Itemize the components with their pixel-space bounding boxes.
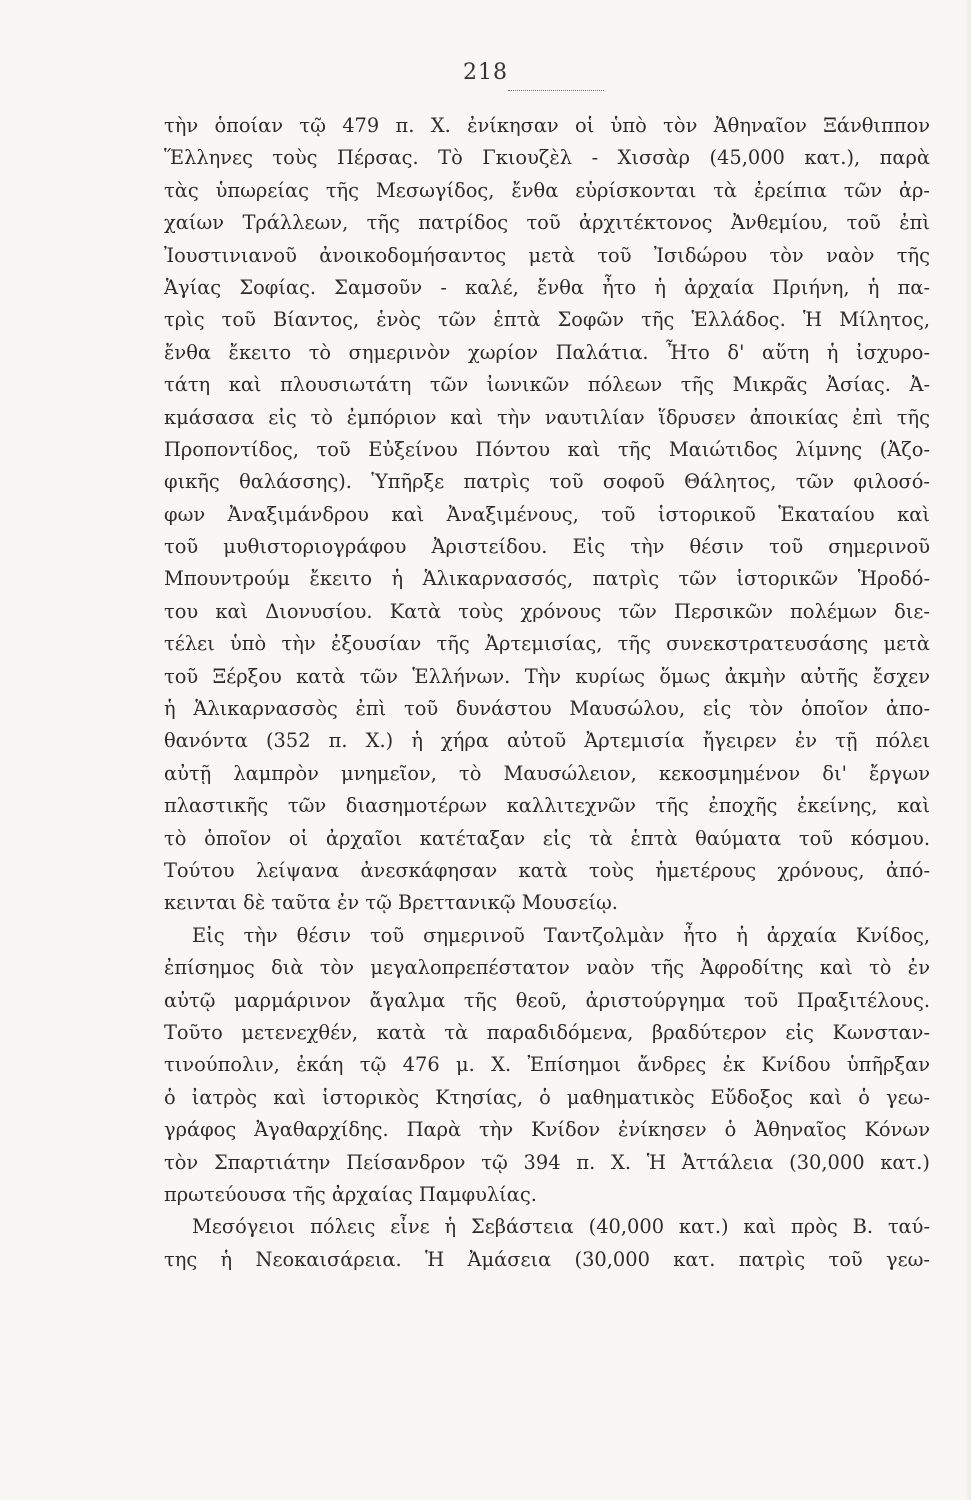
text-line: τινούπολιν, ἐκάη τῷ 476 μ. Χ. Ἐπίσημοι ἄνδρες ἐκ Κνίδου ὑπῆρξαν [164,1053,930,1077]
text-line: κμάσασα εἰς τὸ ἐμπόριον καὶ τὴν ναυτιλίαν ἵδρυσεν ἀποικίας ἐπὶ τῆς [164,405,930,429]
text-line: τοῦ μυθιστοριογράφου Ἀριστείδου. Εἰς τὴν θέσιν τοῦ σημερινοῦ [164,535,930,559]
text-line: τὸ ὁποῖον οἱ ἀρχαῖοι κατέταξαν εἰς τὰ ἑπτὰ θαύματα τοῦ κόσμου. [164,826,930,850]
text-line: τάτη καὶ πλουσιωτάτη τῶν ἰωνικῶν πόλεων τῆς Μικρᾶς Ἀσίας. Ἀ- [164,373,930,397]
text-line: γράφος Ἀγαθαρχίδης. Παρὰ τὴν Κνίδον ἐνίκησεν ὁ Ἀθηναῖος Κόνων [164,1118,930,1142]
page-number-rule [508,90,604,91]
text-line: ὁ ἰατρὸς καὶ ἱστορικὸς Κτησίας, ὁ μαθηματικὸς Εὔδοξος καὶ ὁ γεω- [164,1085,930,1109]
text-line: Μεσόγειοι πόλεις εἶνε ἡ Σεβάστεια (40,000 κατ.) καὶ πρὸς Β. ταύ- [192,1215,930,1239]
body-text [164,110,930,1276]
text-line: Εἰς τὴν θέσιν τοῦ σημερινοῦ Ταντζολμὰν ἦτο ἡ ἀρχαία Κνίδος, [192,923,930,947]
text-line: Ἰουστινιανοῦ ἀνοικοδομήσαντος μετὰ τοῦ Ἰσιδώρου τὸν ναὸν τῆς [164,243,930,267]
text-line: χαίων Τράλλεων, τῆς πατρίδος τοῦ ἀρχιτέκτονος Ἀνθεμίου, τοῦ ἐπὶ [164,211,930,235]
text-line: πρωτεύουσα τῆς ἀρχαίας Παμφυλίας. [164,1182,537,1206]
text-line: τοῦ Ξέρξου κατὰ τῶν Ἑλλήνων. Τὴν κυρίως ὅμως ἀκμὴν αὐτῆς ἔσχεν [164,664,930,688]
text-line: τὴν ὁποίαν τῷ 479 π. Χ. ἐνίκησαν οἱ ὑπὸ τὸν Ἀθηναῖον Ξάνθιππον [164,114,930,137]
text-line: Ἕλληνες τοὺς Πέρσας. Τὸ Γκιουζὲλ - Χισσὰρ (45,000 κατ.), παρὰ [164,146,930,170]
text-line: τέλει ὑπὸ τὴν ἐξουσίαν τῆς Ἀρτεμισίας, τῆς συνεκστρατευσάσης μετὰ [164,632,930,656]
text-line: της ἡ Νεοκαισάρεια. Ἡ Ἀμάσεια (30,000 κατ. πατρὶς τοῦ γεω- [164,1247,930,1271]
text-line: ἐπίσημος διὰ τὸν μεγαλοπρεπέστατον ναὸν τῆς Ἀφροδίτης καὶ τὸ ἐν [164,956,930,980]
text-line: φικῆς θαλάσσης). Ὑπῆρξε πατρὶς τοῦ σοφοῦ Θάλητος, τῶν φιλοσό- [164,470,930,494]
text-line: Μπουντρούμ ἔκειτο ἡ Ἁλικαρνασσός, πατρὶς τῶν ἱστορικῶν Ἡροδό- [164,567,930,591]
text-line: Ἁγίας Σοφίας. Σαμσοῦν - καλέ, ἔνθα ἦτο ἡ ἀρχαία Πριήνη, ἡ πα- [164,275,930,299]
text-line: τὰς ὑπωρείας τῆς Μεσωγίδος, ἔνθα εὑρίσκονται τὰ ἐρείπια τῶν ἀρ- [164,178,930,202]
text-line: αὐτῇ λαμπρὸν μνημεῖον, τὸ Μαυσώλειον, κεκοσμημένον δι' ἔργων [164,761,930,785]
text-line: φων Ἀναξιμάνδρου καὶ Ἀναξιμένους, τοῦ ἱστορικοῦ Ἑκαταίου καὶ [164,502,930,526]
text-line: τὸν Σπαρτιάτην Πείσανδρον τῷ 394 π. Χ. Ἡ Ἀττάλεια (30,000 κατ.) [164,1150,930,1174]
text-line: πλαστικῆς τῶν διασημοτέρων καλλιτεχνῶν τῆς ἐποχῆς ἐκείνης, καὶ [164,794,930,818]
text-line: αὐτῷ μαρμάρινον ἄγαλμα τῆς θεοῦ, ἀριστούργημα τοῦ Πραξιτέλους. [164,988,930,1012]
text-line: ἔνθα ἔκειτο τὸ σημερινὸν χωρίον Παλάτια. Ἦτο δ' αὕτη ἡ ἰσχυρο- [164,340,930,364]
text-line: Τοῦτο μετενεχθέν, κατὰ τὰ παραδιδόμενα, βραδύτερον εἰς Κωνσταν- [164,1020,930,1044]
text-line: Τούτου λείψανα ἀνεσκάφησαν κατὰ τοὺς ἡμετέρους χρόνους, ἀπό- [164,858,930,882]
text-line: κεινται δὲ ταῦτα ἐν τῷ Βρεττανικῷ Μουσείῳ. [164,891,618,915]
text-line: του καὶ Διονυσίου. Κατὰ τοὺς χρόνους τῶν Περσικῶν πολέμων διε- [164,599,930,623]
text-line: τρὶς τοῦ Βίαντος, ἑνὸς τῶν ἑπτὰ Σοφῶν τῆς Ἑλλάδος. Ἡ Μίλητος, [164,308,930,332]
text-line: ἡ Ἁλικαρνασσὸς ἐπὶ τοῦ δυνάστου Μαυσώλου, εἰς τὸν ὁποῖον ἀπο- [164,697,930,721]
page-number: 218 [463,60,508,85]
text-line: θανόντα (352 π. Χ.) ἡ χήρα αὐτοῦ Ἀρτεμισία ἤγειρεν ἐν τῇ πόλει [164,729,930,753]
text-line: Προποντίδος, τοῦ Εὐξείνου Πόντου καὶ τῆς Μαιώτιδος λίμνης (Ἀζο- [164,437,930,461]
